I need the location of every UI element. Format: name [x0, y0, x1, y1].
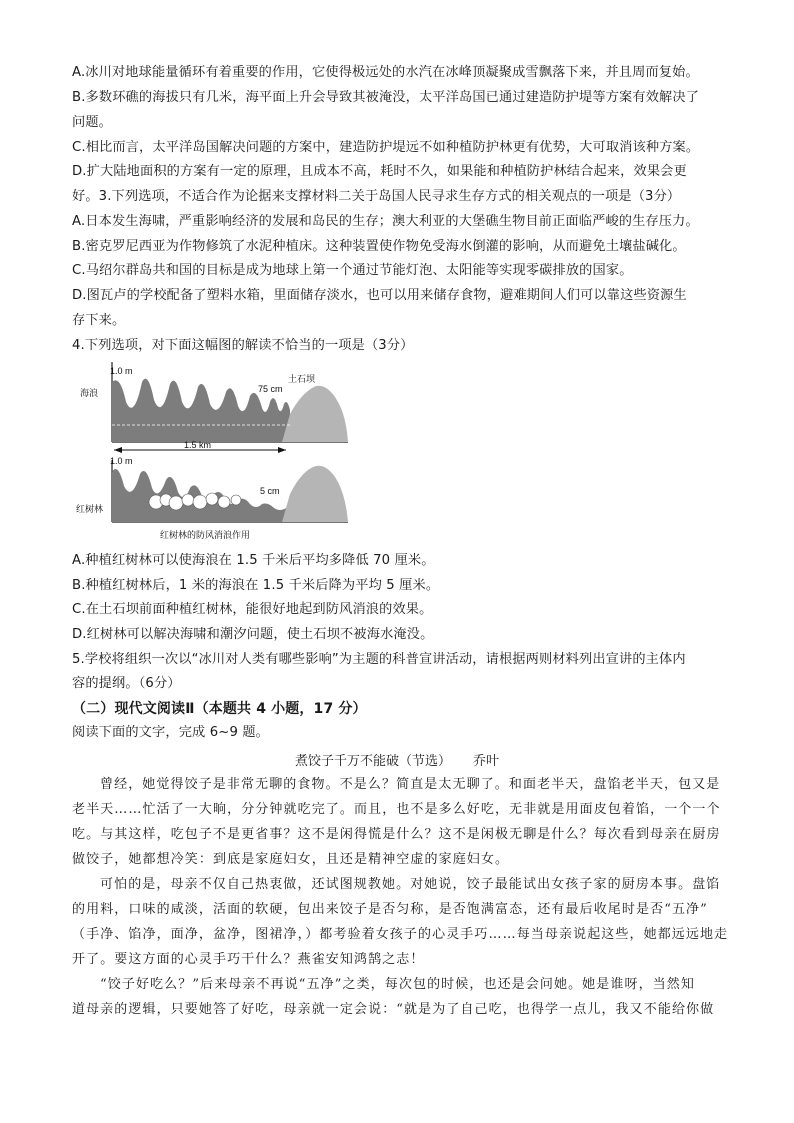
top-end-label: 75 cm	[258, 384, 283, 394]
option-3d-cont: 存下来。	[72, 313, 126, 328]
option-4b: B.种植红树林后，1 米的海浪在 1.5 千米后降为平均 5 厘米。	[72, 578, 440, 593]
story-author: 乔叶	[473, 754, 500, 769]
top-height-label: 1.0 m	[110, 366, 133, 376]
question-5-cont: 容的提纲。（6分）	[72, 676, 181, 691]
option-2d: D.扩大陆地面积的方案有一定的原理，且成本不高，耗时不久，如果能和种植防护林结合起来，效果会更	[72, 164, 687, 179]
story-line: “饺子好吃么？”后来母亲不再说“五净”之类，每次包的时候，也还是会问她。她是谁呀，当然知	[100, 977, 695, 992]
story-title: 煮饺子千万不能破（节选）	[294, 754, 451, 769]
reading-instruction: 阅读下面的文字，完成 6~9 题。	[72, 725, 270, 740]
option-3d: D.图瓦卢的学校配备了塑料水箱，里面储存淡水，也可以用来储存食物，避难期间人们可以靠这些资源生	[72, 288, 687, 303]
bottom-end-label: 5 cm	[260, 486, 280, 496]
option-4d: D.红树林可以解决海啸和潮汐问题，使土石坝不被海水淹没。	[72, 627, 434, 642]
option-3b: B.密克罗尼西亚为作物修筑了水泥种植床。这种装置使作物免受海水倒灌的影响，从而避免土壤盐碱化。	[72, 239, 686, 254]
story-line: 的用料，口味的咸淡，活面的软硬，包出来饺子是否匀称，是否饱满富态，还有最后收尾时是否“五净”	[72, 902, 708, 917]
option-4a: A.种植红树林可以使海浪在 1.5 千米后平均多降低 70 厘米。	[72, 553, 435, 568]
story-line: 曾经，她觉得饺子是非常无聊的食物。不是么？简直是太无聊了。和面老半天，盘馅老半天，包又是	[100, 777, 721, 792]
figure-caption: 红树林的防风消浪作用	[160, 530, 251, 540]
figure-bottom-panel	[76, 456, 348, 540]
option-2c: C.相比而言，太平洋岛国解决问题的方案中，建造防护堤远不如种植防护林更有优势，大可取消该种方案。	[72, 140, 700, 155]
story-line: 道母亲的逻辑，只要她答了好吃，母亲就一定会说：“就是为了自己吃，也得学一点儿，我又不能给你做	[72, 1002, 715, 1017]
story-line: 老半天……忙活了一大晌，分分钟就吃完了。而且，也不是多么好吃，无非就是用面皮包着馅，一个一个	[72, 802, 721, 817]
bottom-side-label: 红树林	[76, 504, 104, 514]
story-line: 吃。与其这样，吃包子不是更省事？这不是闲得慌是什么？这不是闲极无聊是什么？每次看到母亲在厨房	[72, 827, 721, 842]
story-title-block	[0, 750, 794, 769]
option-4c: C.在土石坝前面种植红树林，能很好地起到防风消浪的效果。	[72, 602, 433, 617]
option-2b-cont: 问题。	[72, 115, 113, 130]
figure-top-panel	[80, 362, 348, 442]
story-line: 可怕的是，母亲不仅自己热衷做，还试图规教她。对她说，饺子最能试出女孩子家的厨房本事。盘馅	[100, 877, 721, 892]
option-3c: C.马绍尔群岛共和国的目标是成为地球上第一个通过节能灯泡、太阳能等实现零碳排放的国家。	[72, 263, 633, 278]
question-5: 5.学校将组织一次以“冰川对人类有哪些影响”为主题的科普宣讲活动，请根据两则材料列出宣讲的主体内	[72, 652, 686, 667]
option-2b: B.多数环礁的海拔只有几米，海平面上升会导致其被淹没，太平洋岛国已通过建造防护堤等方案有效解决了	[72, 90, 700, 105]
mangrove-figure	[76, 362, 352, 548]
distance-label: 1.5 km	[184, 440, 212, 450]
section-heading: （二）现代文阅读Ⅱ（本题共 4 小题，17 分）	[72, 701, 367, 717]
bottom-height-label: 1.0 m	[110, 456, 133, 466]
question-4: 4.下列选项，对下面这幅图的解读不恰当的一项是（3分）	[72, 338, 414, 353]
option-2a: A.冰川对地球能量循环有着重要的作用，它使得极远处的水汽在冰峰顶凝聚成雪飘落下来，并且周而复始。	[72, 65, 699, 80]
top-side-label: 海浪	[80, 388, 99, 398]
story-line: 开了。要这方面的心灵手巧干什么？燕雀安知鸿鹄之志！	[72, 952, 425, 967]
option-3a: A.日本发生海啸，严重影响经济的发展和岛民的生存；澳大利亚的大堡礁生物目前正面临严峻的生存压力。	[72, 214, 699, 229]
story-line: （手净、馅净，面净，盆净，图裙净，）都考验着女孩子的心灵手巧……每当母亲说起这些，她都远远地走	[72, 927, 729, 942]
story-line: 做饺子，她都想冷笑：到底是家庭妇女，且还是精神空虚的家庭妇女。	[72, 852, 510, 867]
question-3: 好。3.下列选项，不适合作为论据来支撑材料二关于岛国人民寻求生存方式的相关观点的一项是（3分）	[72, 189, 681, 204]
dam-label: 土石坝	[288, 374, 316, 384]
